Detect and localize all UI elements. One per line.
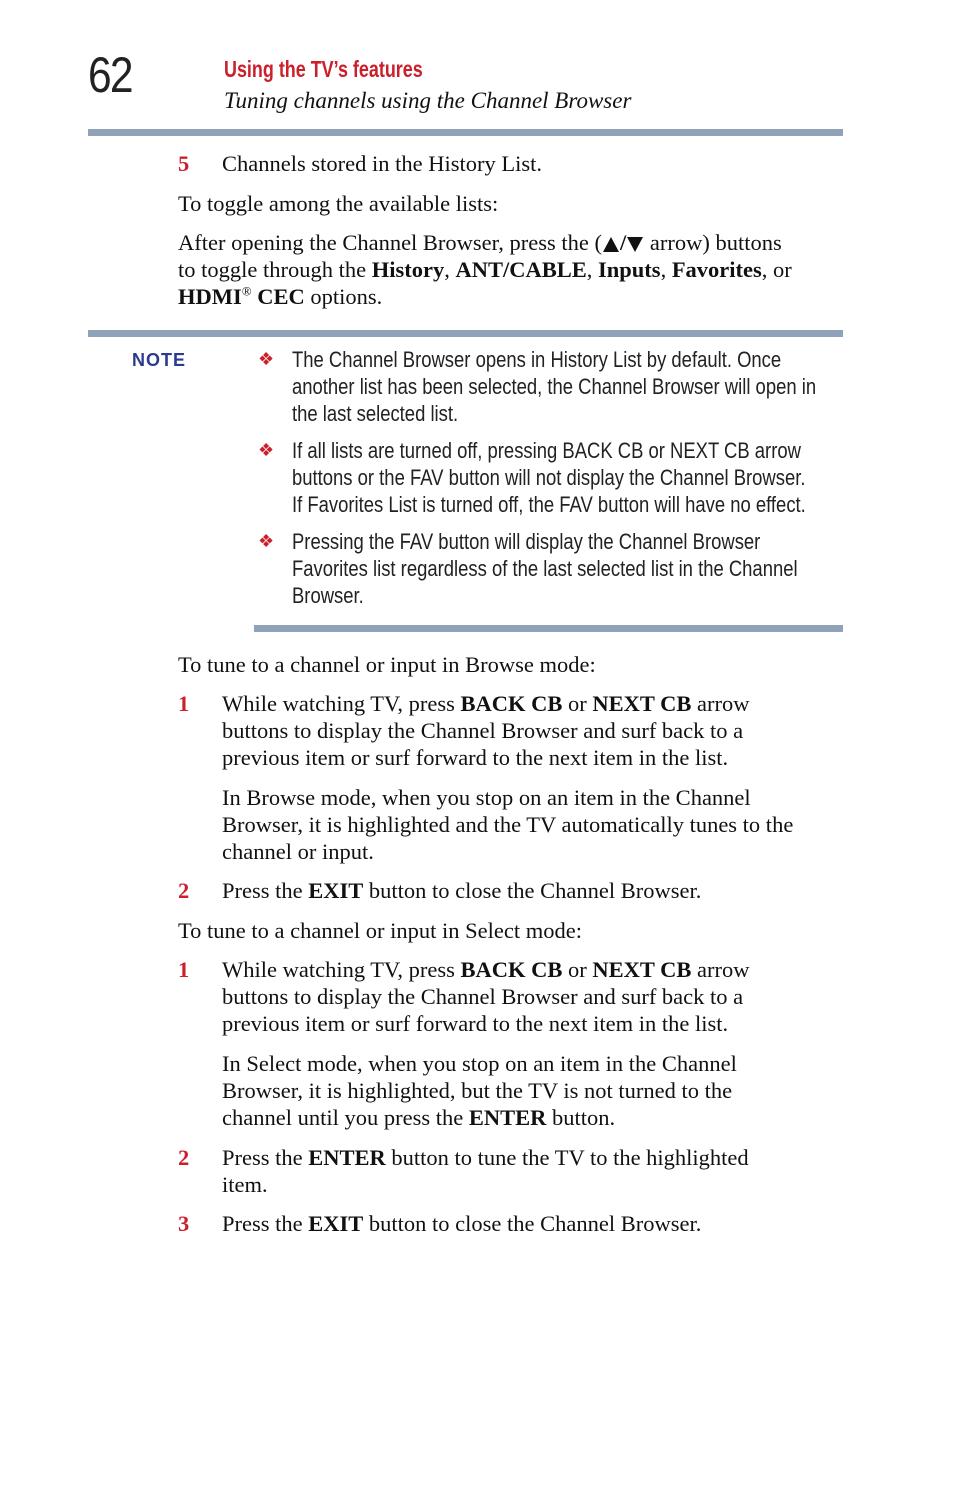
browse-step-1-line-2: buttons to display the Channel Browser and surf back to a: [222, 718, 744, 743]
text-run: Press the: [222, 1211, 309, 1236]
up-arrow-icon: [603, 237, 619, 252]
bold-term: ENTER: [468, 1105, 547, 1130]
bold-term: Favorites: [671, 257, 762, 282]
step-number: 5: [178, 151, 190, 176]
bullet-icon: ❖: [258, 531, 275, 551]
select-para-line-3: [222, 1104, 615, 1131]
text-run: arrow) buttons: [644, 230, 782, 255]
chapter-title: Using the TV’s features: [224, 56, 423, 82]
text-run: Press the: [222, 878, 309, 903]
text-run: While watching TV, press: [222, 691, 461, 716]
bold-term: EXIT: [308, 878, 364, 903]
text-run: button.: [546, 1105, 616, 1130]
text-run: or: [562, 691, 593, 716]
note-item-2-line-1: If all lists are turned off, pressing BACK CB or NEXT CB arrow: [292, 438, 801, 463]
bold-term: History: [371, 257, 445, 282]
bullet-icon: ❖: [258, 440, 275, 460]
text-run: arrow: [691, 691, 750, 716]
text-run: button to close the Channel Browser.: [363, 1211, 702, 1236]
select-step-1-line-1: [222, 956, 750, 983]
toggle-intro: To toggle among the available lists:: [178, 191, 499, 216]
toggle-paragraph-line-1: [178, 229, 782, 256]
note-label: NOTE: [132, 350, 187, 370]
text-run: ,: [660, 257, 672, 282]
note-item-3-line-1: Pressing the FAV button will display the Channel Browser: [292, 529, 761, 554]
browse-step-1-line-3: previous item or surf forward to the next item in the list.: [222, 745, 729, 770]
text-run: button to tune the TV to the highlighted: [385, 1145, 749, 1170]
page-number: 62: [88, 47, 132, 103]
browse-para-line-1: In Browse mode, when you stop on an item in the Channel: [222, 785, 751, 810]
select-para-line-2: Browser, it is highlighted, but the TV is not turned to the: [222, 1078, 733, 1103]
registered-mark: ®: [241, 283, 252, 299]
step-number: 2: [178, 1145, 190, 1170]
bold-term: EXIT: [308, 1211, 364, 1236]
bold-term: NEXT CB: [592, 957, 692, 982]
header-rule: [88, 129, 843, 136]
text-run: arrow: [691, 957, 750, 982]
step-number: 2: [178, 878, 190, 903]
bold-term: Inputs: [598, 257, 661, 282]
bold-term: HDMI: [178, 284, 242, 309]
note-top-rule: [88, 330, 843, 337]
toggle-paragraph-line-3: [178, 283, 382, 310]
bold-term: BACK CB: [460, 957, 563, 982]
text-run: ,: [586, 257, 599, 282]
browse-step-1-line-1: [222, 690, 750, 717]
note-item-3-line-3: Browser.: [292, 583, 364, 608]
step-number: 3: [178, 1211, 190, 1236]
bullet-icon: ❖: [258, 349, 275, 369]
select-step-2-line-2: item.: [222, 1172, 268, 1197]
step-text: Channels stored in the History List.: [222, 151, 542, 176]
select-para-line-1: In Select mode, when you stop on an item in the Channel: [222, 1051, 737, 1076]
text-run: to toggle through the: [178, 257, 372, 282]
bold-term: CEC: [251, 284, 305, 309]
text-run: /: [619, 230, 627, 255]
toggle-paragraph-line-2: [178, 256, 792, 283]
note-item-1-line-1: The Channel Browser opens in History List by default. Once: [292, 347, 782, 372]
text-run: While watching TV, press: [222, 957, 461, 982]
note-item-2-line-2: buttons or the FAV button will not display the Channel Browser.: [292, 465, 806, 490]
select-step-3: [222, 1210, 701, 1237]
note-item-1-line-3: the last selected list.: [292, 401, 459, 426]
select-step-1-line-2: buttons to display the Channel Browser and surf back to a: [222, 984, 744, 1009]
select-step-1-line-3: previous item or surf forward to the next item in the list.: [222, 1011, 729, 1036]
text-run: button to close the Channel Browser.: [363, 878, 702, 903]
down-arrow-icon: [627, 237, 643, 252]
text-run: Press the: [222, 1145, 309, 1170]
browse-intro: To tune to a channel or input in Browse mode:: [178, 652, 596, 677]
text-run: options.: [304, 284, 383, 309]
section-title: Tuning channels using the Channel Browser: [224, 88, 632, 113]
text-run: channel until you press the: [222, 1105, 469, 1130]
browse-para-line-3: channel or input.: [222, 839, 374, 864]
note-item-2-line-3: If Favorites List is turned off, the FAV button will have no effect.: [292, 492, 806, 517]
note-bottom-rule: [254, 625, 843, 632]
bold-term: NEXT CB: [592, 691, 692, 716]
select-intro: To tune to a channel or input in Select mode:: [178, 918, 582, 943]
note-item-3-line-2: Favorites list regardless of the last selected list in the Channel: [292, 556, 798, 581]
browse-step-2: [222, 877, 701, 904]
bold-term: ENTER: [308, 1145, 386, 1170]
bold-term: ANT/CABLE: [455, 257, 587, 282]
text-run: ,: [444, 257, 456, 282]
text-run: , or: [761, 257, 792, 282]
text-run: After opening the Channel Browser, press the (: [178, 230, 602, 255]
step-number: 1: [178, 691, 190, 716]
browse-para-line-2: Browser, it is highlighted and the TV automatically tunes to the: [222, 812, 794, 837]
note-item-1-line-2: another list has been selected, the Channel Browser will open in: [292, 374, 817, 399]
select-step-2-line-1: [222, 1144, 749, 1171]
text-run: or: [562, 957, 593, 982]
bold-term: BACK CB: [460, 691, 563, 716]
step-number: 1: [178, 957, 190, 982]
